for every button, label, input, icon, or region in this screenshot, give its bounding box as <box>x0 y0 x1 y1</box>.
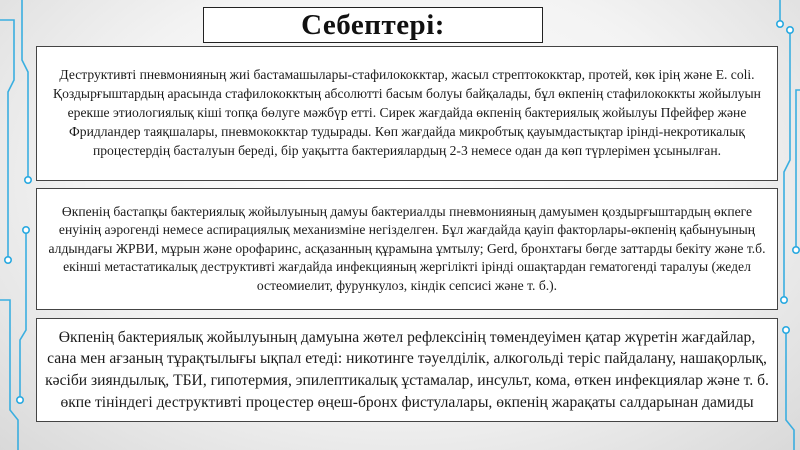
text-box-1 <box>36 46 778 181</box>
slide-title-box <box>203 7 543 43</box>
slide-title: Себептері: <box>301 8 445 41</box>
text-box-2 <box>36 188 778 310</box>
text-box-3 <box>36 318 778 422</box>
paragraph-1: Деструктивті пневмонияның жиі бастамашылары-стафилококктар, жасыл стрептококктар, протей, көк ірің және E. coli. Қоздырғыштардың арасында стафилококктың абсолютті басым болуы байқалады, бұл өкпенің стафилококкты жойылуын ерекше этиологиялық кіші топқа бөлуге мәжбүр етті. Сирек жағдайда өкпенің бактериялық жойылуы Пфейфер және Фридландер таяқшалары, пневмококктар тудырады. Көп жағдайда микробтық қауымдастықтар ірінді-некротикалық процестердің басталуын береді, бір уақытта бактериялардың 2-3 немесе одан да көп түрлерімен ұсынылған. <box>53 67 761 158</box>
paragraph-2: Өкпенің бастапқы бактериялық жойылуының дамуы бактериалды пневмонияның дамуымен қоздырғыштардың өкпеге енуінің аэрогенді немесе аспирациялық механизміне негізделген. Бұл жағдайда қауіп факторлары-өкпенің қабынуының алдындағы ЖРВИ, мұрын және орофаринс, асқазанның құрамына ұмтылу; Gerd, бронхтағы бөгде заттарды бекіту және т.б. екінші метастатикалық деструктивті жағдайда инфекцияның жергілікті ірінді ошақтардан гематогенді таралуы (жедел остеомиелит, фурункулоз, кіндік сепсисі және т. б.). <box>48 203 766 293</box>
paragraph-3: Өкпенің бактериялық жойылуының дамуына жөтел рефлексінің төмендеуімен қатар жүретін жағдайлар, сана мен ағзаның тұрақтылығы ықпал етеді: никотинге тәуелділік, алкогольді теріс пайдалану, нашақорлық, кәсіби зияндылық, ТБИ, гипотермия, эпилептикалық ұстамалар, инсульт, кома, өткен инфекциялар және т. б. өкпе тініндегі деструктивті процестер өңеш-бронх фистулалары, өкпенің жарақаты салдарынан дамиды <box>45 328 769 411</box>
